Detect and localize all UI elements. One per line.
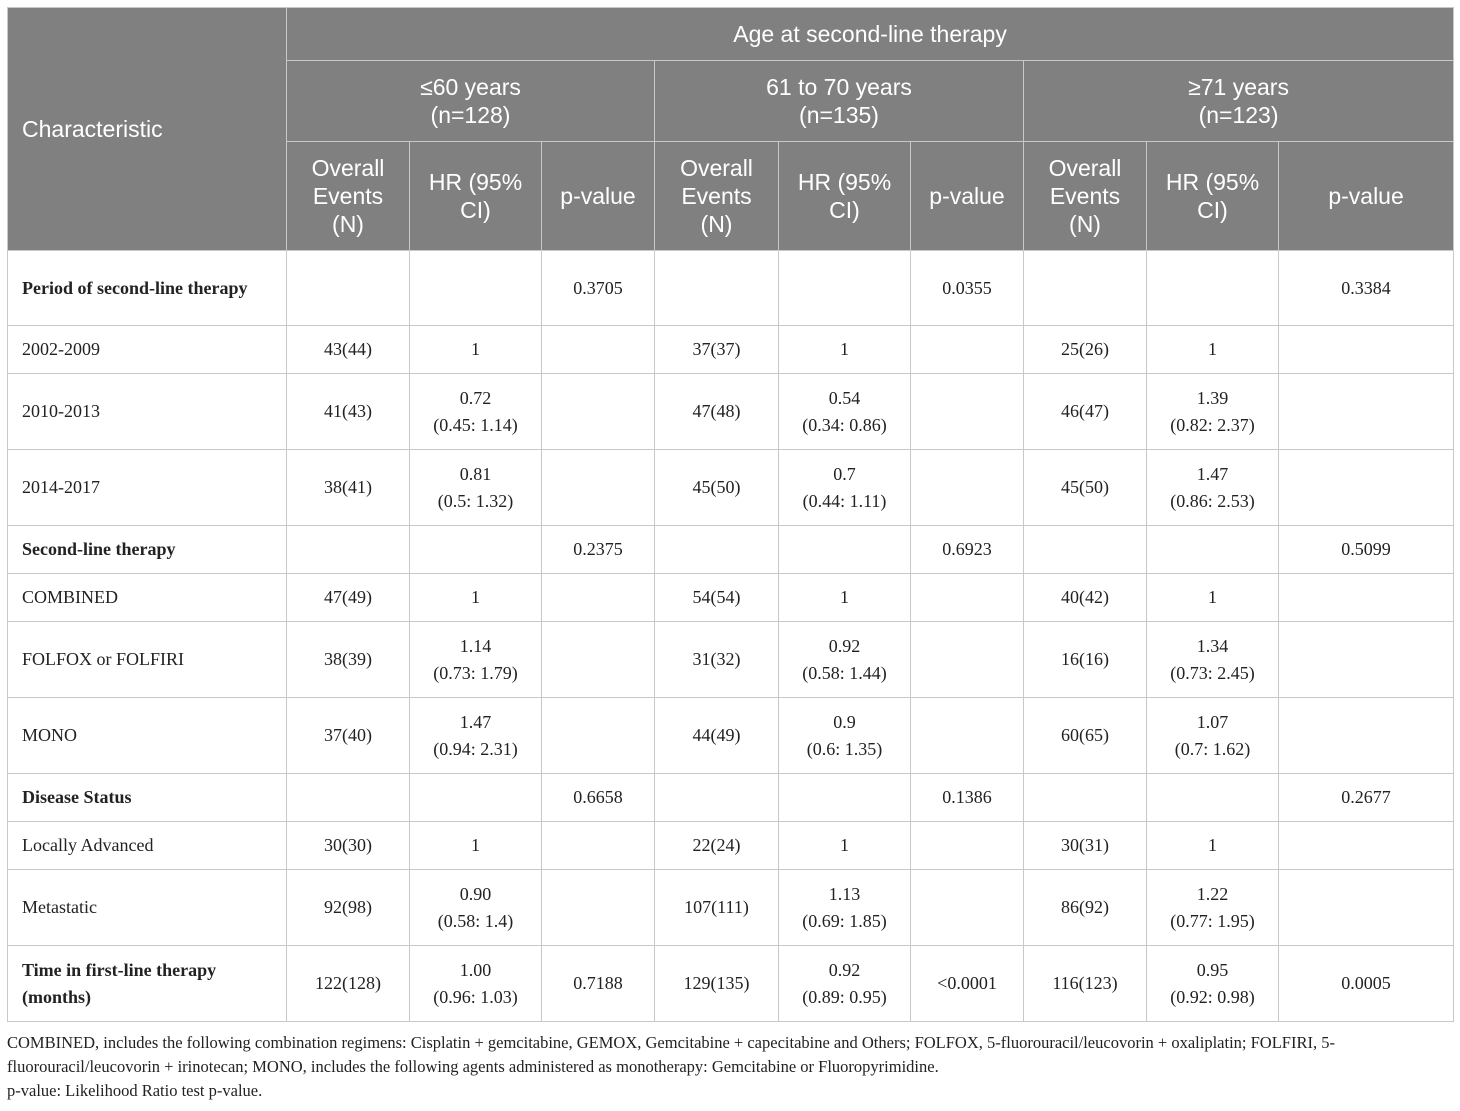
events-cell: 86(92) (1024, 870, 1147, 946)
row-label: Second-line therapy (8, 526, 287, 574)
section-row (8, 526, 1454, 574)
hr-cell: 1.13 (0.69: 1.85) (779, 870, 911, 946)
row-label: 2014-2017 (8, 450, 287, 526)
pvalue-col-header: p-value (1279, 142, 1454, 251)
events-cell: 38(39) (287, 622, 410, 698)
pvalue-cell (542, 622, 655, 698)
age-group-title: Age at second-line therapy (287, 8, 1454, 61)
hr-cell (779, 526, 911, 574)
group-header-le60: ≤60 years (n=128) (287, 61, 655, 142)
row-label: MONO (8, 698, 287, 774)
section-row (8, 946, 1454, 1022)
pvalue-cell (542, 574, 655, 622)
row-label: Locally Advanced (8, 822, 287, 870)
pvalue-cell: 0.2375 (542, 526, 655, 574)
hr-cell: 1.14 (0.73: 1.79) (410, 622, 542, 698)
hr-cell: 0.9 (0.6: 1.35) (779, 698, 911, 774)
pvalue-cell (1279, 698, 1454, 774)
events-cell: 122(128) (287, 946, 410, 1022)
pvalue-cell (1279, 450, 1454, 526)
table-footnotes (7, 1031, 1453, 1103)
events-cell: 30(30) (287, 822, 410, 870)
hr-cell: 1 (779, 326, 911, 374)
events-cell: 30(31) (1024, 822, 1147, 870)
events-cell (655, 251, 779, 326)
table-header (8, 8, 1454, 251)
events-cell: 38(41) (287, 450, 410, 526)
hr-cell: 0.7 (0.44: 1.11) (779, 450, 911, 526)
hr-cell: 1.34 (0.73: 2.45) (1147, 622, 1279, 698)
hr-cell (1147, 251, 1279, 326)
hr-cell: 1 (779, 822, 911, 870)
events-cell: 129(135) (655, 946, 779, 1022)
hr-cell: 0.92 (0.89: 0.95) (779, 946, 911, 1022)
hr-cell: 1 (410, 822, 542, 870)
pvalue-cell (542, 870, 655, 946)
hr-col-header: HR (95% CI) (779, 142, 911, 251)
pvalue-cell (542, 374, 655, 450)
pvalue-cell (911, 374, 1024, 450)
pvalue-cell (542, 822, 655, 870)
hr-cell: 0.95 (0.92: 0.98) (1147, 946, 1279, 1022)
hr-cell: 1 (410, 574, 542, 622)
events-cell (287, 526, 410, 574)
hr-cell: 1 (1147, 822, 1279, 870)
pvalue-cell (1279, 870, 1454, 946)
results-table (7, 7, 1454, 1022)
row-label: Disease Status (8, 774, 287, 822)
row-label: Time in first-line therapy (months) (8, 946, 287, 1022)
section-row (8, 774, 1454, 822)
pvalue-cell (911, 326, 1024, 374)
pvalue-cell (911, 622, 1024, 698)
events-cell: 25(26) (1024, 326, 1147, 374)
pvalue-cell (542, 698, 655, 774)
events-cell: 45(50) (1024, 450, 1147, 526)
pvalue-cell (1279, 374, 1454, 450)
events-cell: 46(47) (1024, 374, 1147, 450)
table-row (8, 622, 1454, 698)
hr-cell (410, 251, 542, 326)
table-row (8, 870, 1454, 946)
hr-cell: 0.81 (0.5: 1.32) (410, 450, 542, 526)
events-cell (655, 774, 779, 822)
events-cell: 22(24) (655, 822, 779, 870)
pvalue-cell (911, 870, 1024, 946)
hr-cell (410, 526, 542, 574)
hr-cell: 1 (410, 326, 542, 374)
table-row (8, 822, 1454, 870)
pvalue-cell: 0.0355 (911, 251, 1024, 326)
hr-cell: 0.72 (0.45: 1.14) (410, 374, 542, 450)
hr-cell: 1.00 (0.96: 1.03) (410, 946, 542, 1022)
row-label: 2002-2009 (8, 326, 287, 374)
table-row (8, 374, 1454, 450)
table-row (8, 450, 1454, 526)
section-row (8, 251, 1454, 326)
hr-cell: 1.39 (0.82: 2.37) (1147, 374, 1279, 450)
pvalue-cell (1279, 326, 1454, 374)
pvalue-cell: 0.6923 (911, 526, 1024, 574)
events-cell: 37(40) (287, 698, 410, 774)
pvalue-cell: 0.3384 (1279, 251, 1454, 326)
pvalue-cell: 0.1386 (911, 774, 1024, 822)
pvalue-cell (1279, 622, 1454, 698)
pvalue-cell: 0.6658 (542, 774, 655, 822)
hr-cell (1147, 774, 1279, 822)
events-cell: 31(32) (655, 622, 779, 698)
hr-cell (779, 251, 911, 326)
events-cell: 60(65) (1024, 698, 1147, 774)
hr-cell: 1.22 (0.77: 1.95) (1147, 870, 1279, 946)
hr-cell (1147, 526, 1279, 574)
row-label: Period of second-line therapy (8, 251, 287, 326)
pvalue-cell (911, 574, 1024, 622)
events-cell: 107(111) (655, 870, 779, 946)
events-cell: 37(37) (655, 326, 779, 374)
pvalue-cell: 0.7188 (542, 946, 655, 1022)
table-row (8, 698, 1454, 774)
pvalue-cell (1279, 822, 1454, 870)
events-cell (655, 526, 779, 574)
events-cell (287, 774, 410, 822)
events-cell: 47(48) (655, 374, 779, 450)
row-label: 2010-2013 (8, 374, 287, 450)
pvalue-cell: 0.0005 (1279, 946, 1454, 1022)
events-cell: 92(98) (287, 870, 410, 946)
pvalue-cell: 0.3705 (542, 251, 655, 326)
events-cell (1024, 774, 1147, 822)
characteristic-header: Characteristic (8, 8, 287, 251)
hr-cell (779, 774, 911, 822)
hr-col-header: HR (95% CI) (1147, 142, 1279, 251)
events-cell: 45(50) (655, 450, 779, 526)
row-label: FOLFOX or FOLFIRI (8, 622, 287, 698)
hr-cell: 1 (779, 574, 911, 622)
events-cell: 41(43) (287, 374, 410, 450)
pvalue-col-header: p-value (542, 142, 655, 251)
events-cell: 40(42) (1024, 574, 1147, 622)
footnote-pvalue: p-value: Likelihood Ratio test p-value. (7, 1081, 263, 1100)
hr-cell: 1 (1147, 574, 1279, 622)
events-cell: 16(16) (1024, 622, 1147, 698)
events-cell: 43(44) (287, 326, 410, 374)
hr-col-header: HR (95% CI) (410, 142, 542, 251)
hr-cell: 1.47 (0.86: 2.53) (1147, 450, 1279, 526)
hr-cell: 1.47 (0.94: 2.31) (410, 698, 542, 774)
events-col-header: Overall Events (N) (287, 142, 410, 251)
pvalue-cell: 0.5099 (1279, 526, 1454, 574)
table-body (8, 251, 1454, 1022)
events-cell: 44(49) (655, 698, 779, 774)
pvalue-cell: 0.2677 (1279, 774, 1454, 822)
hr-cell: 1 (1147, 326, 1279, 374)
pvalue-cell (911, 450, 1024, 526)
hr-cell: 0.54 (0.34: 0.86) (779, 374, 911, 450)
events-cell: 116(123) (1024, 946, 1147, 1022)
events-cell (287, 251, 410, 326)
pvalue-cell (911, 822, 1024, 870)
group-header-61-70: 61 to 70 years (n=135) (655, 61, 1024, 142)
events-cell: 47(49) (287, 574, 410, 622)
hr-cell: 0.92 (0.58: 1.44) (779, 622, 911, 698)
row-label: Metastatic (8, 870, 287, 946)
pvalue-cell: <0.0001 (911, 946, 1024, 1022)
events-col-header: Overall Events (N) (1024, 142, 1147, 251)
group-header-ge71: ≥71 years (n=123) (1024, 61, 1454, 142)
events-cell: 54(54) (655, 574, 779, 622)
pvalue-cell (542, 326, 655, 374)
pvalue-cell (542, 450, 655, 526)
events-cell (1024, 251, 1147, 326)
table-row (8, 574, 1454, 622)
hr-cell (410, 774, 542, 822)
row-label: COMBINED (8, 574, 287, 622)
footnote-abbreviations: COMBINED, includes the following combination regimens: Cisplatin + gemcitabine, GEMOX, Gemcitabine + capecitabine and Others; FOLFOX, 5-fluorouracil/leucovorin + oxaliplatin; FOLFIRI, 5-fluorouracil/leucovorin + irinotecan; MONO, includes the following agents administered as monotherapy: Gemcitabine or Fluoropyrimidine. (7, 1033, 1335, 1076)
events-col-header: Overall Events (N) (655, 142, 779, 251)
hr-cell: 0.90 (0.58: 1.4) (410, 870, 542, 946)
events-cell (1024, 526, 1147, 574)
table-row (8, 326, 1454, 374)
pvalue-col-header: p-value (911, 142, 1024, 251)
pvalue-cell (911, 698, 1024, 774)
pvalue-cell (1279, 574, 1454, 622)
hr-cell: 1.07 (0.7: 1.62) (1147, 698, 1279, 774)
